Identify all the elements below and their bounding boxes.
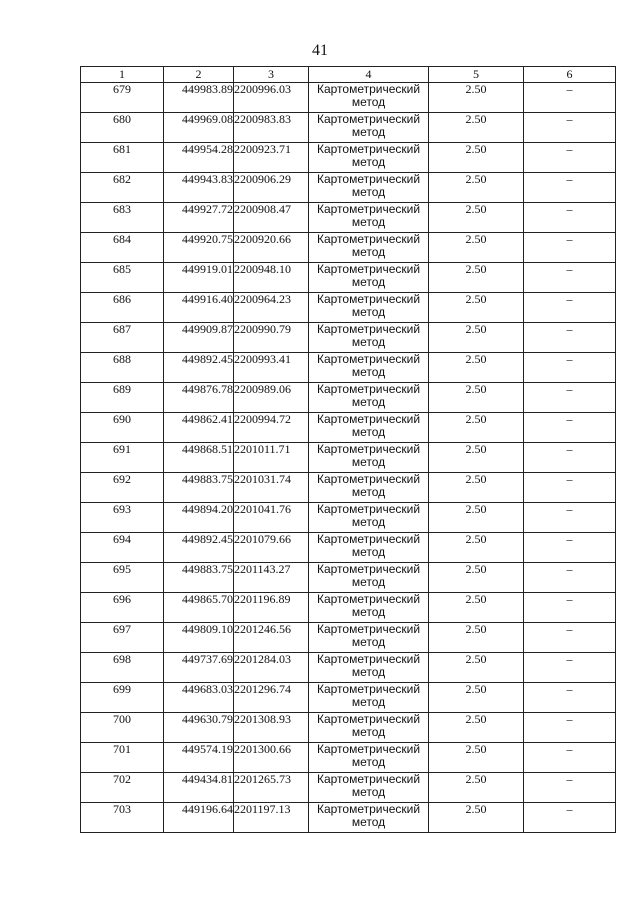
method-cell <box>309 713 429 743</box>
method-cell <box>309 473 429 503</box>
coordinate-y-cell: 2200993.41 <box>234 353 309 383</box>
column-header: 5 <box>429 67 524 83</box>
coordinate-x-cell: 449630.79 <box>164 713 234 743</box>
coordinate-y-cell: 2201197.13 <box>234 803 309 833</box>
page-number: 41 <box>312 42 328 59</box>
point-number-cell: 689 <box>81 383 164 413</box>
method-cell <box>309 323 429 353</box>
method-line-2: метод <box>351 635 386 649</box>
note-cell: – <box>524 173 616 203</box>
coordinate-y-cell: 2201308.93 <box>234 713 309 743</box>
note-cell: – <box>524 83 616 113</box>
note-cell: – <box>524 203 616 233</box>
point-number-cell: 699 <box>81 683 164 713</box>
coordinate-y-cell: 2201296.74 <box>234 683 309 713</box>
method-line-2: метод <box>351 755 386 769</box>
accuracy-cell: 2.50 <box>429 413 524 443</box>
table-row <box>81 503 616 533</box>
coordinate-y-cell: 2200996.03 <box>234 83 309 113</box>
accuracy-cell: 2.50 <box>429 443 524 473</box>
note-cell: – <box>524 533 616 563</box>
note-cell: – <box>524 353 616 383</box>
column-header: 4 <box>309 67 429 83</box>
table-row <box>81 593 616 623</box>
accuracy-cell: 2.50 <box>429 503 524 533</box>
coordinate-x-cell: 449883.75 <box>164 473 234 503</box>
method-line-1: Картометрический <box>316 172 421 186</box>
note-cell: – <box>524 623 616 653</box>
coordinate-x-cell: 449574.19 <box>164 743 234 773</box>
method-line-2: метод <box>351 305 386 319</box>
method-cell <box>309 413 429 443</box>
table-row <box>81 743 616 773</box>
point-number-cell: 693 <box>81 503 164 533</box>
accuracy-cell: 2.50 <box>429 653 524 683</box>
coordinate-y-cell: 2201143.27 <box>234 563 309 593</box>
point-number-cell: 700 <box>81 713 164 743</box>
method-line-1: Картометрический <box>316 532 421 546</box>
method-cell <box>309 593 429 623</box>
method-cell <box>309 743 429 773</box>
method-line-2: метод <box>351 575 386 589</box>
point-number-cell: 682 <box>81 173 164 203</box>
note-cell: – <box>524 713 616 743</box>
method-cell <box>309 683 429 713</box>
coordinate-x-cell: 449927.72 <box>164 203 234 233</box>
method-line-2: метод <box>351 395 386 409</box>
note-cell: – <box>524 233 616 263</box>
coordinate-x-cell: 449894.20 <box>164 503 234 533</box>
point-number-cell: 691 <box>81 443 164 473</box>
note-cell: – <box>524 143 616 173</box>
method-line-1: Картометрический <box>316 472 421 486</box>
method-cell <box>309 443 429 473</box>
accuracy-cell: 2.50 <box>429 83 524 113</box>
note-cell: – <box>524 743 616 773</box>
method-line-2: метод <box>351 95 386 109</box>
method-line-1: Картометрический <box>316 142 421 156</box>
method-line-2: метод <box>351 335 386 349</box>
coordinate-x-cell: 449919.01 <box>164 263 234 293</box>
point-number-cell: 679 <box>81 83 164 113</box>
column-header: 3 <box>234 67 309 83</box>
note-cell: – <box>524 683 616 713</box>
method-cell <box>309 383 429 413</box>
coordinate-x-cell: 449983.89 <box>164 83 234 113</box>
method-line-1: Картометрический <box>316 322 421 336</box>
table-row <box>81 203 616 233</box>
accuracy-cell: 2.50 <box>429 623 524 653</box>
accuracy-cell: 2.50 <box>429 803 524 833</box>
method-line-2: метод <box>351 245 386 259</box>
point-number-cell: 687 <box>81 323 164 353</box>
method-line-2: метод <box>351 485 386 499</box>
accuracy-cell: 2.50 <box>429 143 524 173</box>
method-line-2: метод <box>351 785 386 799</box>
coordinate-x-cell: 449876.78 <box>164 383 234 413</box>
coordinates-table <box>80 66 616 833</box>
note-cell: – <box>524 563 616 593</box>
table-header-row <box>81 67 616 83</box>
coordinate-x-cell: 449883.75 <box>164 563 234 593</box>
coordinate-x-cell: 449892.45 <box>164 353 234 383</box>
method-line-1: Картометрический <box>316 502 421 516</box>
method-line-2: метод <box>351 605 386 619</box>
note-cell: – <box>524 263 616 293</box>
method-cell <box>309 503 429 533</box>
table-row <box>81 173 616 203</box>
point-number-cell: 694 <box>81 533 164 563</box>
point-number-cell: 690 <box>81 413 164 443</box>
table-row <box>81 473 616 503</box>
method-cell <box>309 173 429 203</box>
coordinate-y-cell: 2200983.83 <box>234 113 309 143</box>
method-line-2: метод <box>351 815 386 829</box>
accuracy-cell: 2.50 <box>429 323 524 353</box>
accuracy-cell: 2.50 <box>429 353 524 383</box>
point-number-cell: 680 <box>81 113 164 143</box>
method-cell <box>309 83 429 113</box>
method-line-1: Картометрический <box>316 262 421 276</box>
method-line-2: метод <box>351 365 386 379</box>
table-row <box>81 293 616 323</box>
coordinate-x-cell: 449920.75 <box>164 233 234 263</box>
table-row <box>81 413 616 443</box>
method-cell <box>309 533 429 563</box>
coordinate-x-cell: 449943.83 <box>164 173 234 203</box>
accuracy-cell: 2.50 <box>429 293 524 323</box>
table-row <box>81 443 616 473</box>
method-cell <box>309 293 429 323</box>
coordinate-y-cell: 2201265.73 <box>234 773 309 803</box>
accuracy-cell: 2.50 <box>429 533 524 563</box>
note-cell: – <box>524 323 616 353</box>
column-header: 6 <box>524 67 616 83</box>
accuracy-cell: 2.50 <box>429 743 524 773</box>
note-cell: – <box>524 593 616 623</box>
coordinate-y-cell: 2201041.76 <box>234 503 309 533</box>
method-line-1: Картометрический <box>316 112 421 126</box>
table-row <box>81 353 616 383</box>
coordinate-x-cell: 449865.70 <box>164 593 234 623</box>
column-header: 2 <box>164 67 234 83</box>
point-number-cell: 701 <box>81 743 164 773</box>
method-line-1: Картометрический <box>316 592 421 606</box>
method-line-1: Картометрический <box>316 772 421 786</box>
method-line-2: метод <box>351 275 386 289</box>
note-cell: – <box>524 773 616 803</box>
method-line-2: метод <box>351 455 386 469</box>
point-number-cell: 686 <box>81 293 164 323</box>
method-cell <box>309 233 429 263</box>
method-line-1: Картометрический <box>316 802 421 816</box>
note-cell: – <box>524 803 616 833</box>
method-cell <box>309 113 429 143</box>
coordinate-y-cell: 2201079.66 <box>234 533 309 563</box>
method-cell <box>309 803 429 833</box>
method-line-1: Картометрический <box>316 82 421 96</box>
table-row <box>81 623 616 653</box>
method-cell <box>309 563 429 593</box>
note-cell: – <box>524 293 616 323</box>
coordinate-y-cell: 2200994.72 <box>234 413 309 443</box>
accuracy-cell: 2.50 <box>429 263 524 293</box>
table-row <box>81 263 616 293</box>
coordinate-y-cell: 2200908.47 <box>234 203 309 233</box>
method-cell <box>309 653 429 683</box>
coordinate-x-cell: 449196.64 <box>164 803 234 833</box>
table-row <box>81 563 616 593</box>
coordinate-y-cell: 2200923.71 <box>234 143 309 173</box>
table-row <box>81 323 616 353</box>
coordinate-x-cell: 449954.28 <box>164 143 234 173</box>
table-row <box>81 383 616 413</box>
coordinate-x-cell: 449809.10 <box>164 623 234 653</box>
note-cell: – <box>524 413 616 443</box>
method-line-1: Картометрический <box>316 562 421 576</box>
coordinate-x-cell: 449683.03 <box>164 683 234 713</box>
coordinate-x-cell: 449737.69 <box>164 653 234 683</box>
method-line-1: Картометрический <box>316 742 421 756</box>
note-cell: – <box>524 113 616 143</box>
accuracy-cell: 2.50 <box>429 683 524 713</box>
point-number-cell: 695 <box>81 563 164 593</box>
method-line-2: метод <box>351 665 386 679</box>
table-row <box>81 113 616 143</box>
coordinate-y-cell: 2200906.29 <box>234 173 309 203</box>
accuracy-cell: 2.50 <box>429 233 524 263</box>
coordinate-x-cell: 449969.08 <box>164 113 234 143</box>
coordinate-y-cell: 2200920.66 <box>234 233 309 263</box>
table-row <box>81 533 616 563</box>
method-line-2: метод <box>351 125 386 139</box>
table-row <box>81 233 616 263</box>
method-line-1: Картометрический <box>316 292 421 306</box>
coordinate-x-cell: 449434.81 <box>164 773 234 803</box>
table-row <box>81 143 616 173</box>
note-cell: – <box>524 653 616 683</box>
coordinate-x-cell: 449916.40 <box>164 293 234 323</box>
point-number-cell: 698 <box>81 653 164 683</box>
method-cell <box>309 353 429 383</box>
method-cell <box>309 263 429 293</box>
accuracy-cell: 2.50 <box>429 473 524 503</box>
method-line-2: метод <box>351 425 386 439</box>
coordinate-y-cell: 2201196.89 <box>234 593 309 623</box>
point-number-cell: 681 <box>81 143 164 173</box>
accuracy-cell: 2.50 <box>429 383 524 413</box>
note-cell: – <box>524 383 616 413</box>
table-row <box>81 713 616 743</box>
table-row <box>81 683 616 713</box>
coordinate-y-cell: 2201011.71 <box>234 443 309 473</box>
method-line-2: метод <box>351 515 386 529</box>
table-row <box>81 83 616 113</box>
accuracy-cell: 2.50 <box>429 773 524 803</box>
coordinate-x-cell: 449892.45 <box>164 533 234 563</box>
point-number-cell: 703 <box>81 803 164 833</box>
coordinate-y-cell: 2200948.10 <box>234 263 309 293</box>
method-line-1: Картометрический <box>316 352 421 366</box>
method-cell <box>309 203 429 233</box>
method-line-1: Картометрический <box>316 682 421 696</box>
method-line-2: метод <box>351 545 386 559</box>
method-cell <box>309 143 429 173</box>
coordinate-y-cell: 2201284.03 <box>234 653 309 683</box>
coordinate-y-cell: 2201246.56 <box>234 623 309 653</box>
method-line-2: метод <box>351 155 386 169</box>
method-cell <box>309 623 429 653</box>
note-cell: – <box>524 473 616 503</box>
coordinate-y-cell: 2200990.79 <box>234 323 309 353</box>
coordinate-y-cell: 2200989.06 <box>234 383 309 413</box>
method-line-1: Картометрический <box>316 412 421 426</box>
accuracy-cell: 2.50 <box>429 203 524 233</box>
method-line-1: Картометрический <box>316 622 421 636</box>
point-number-cell: 696 <box>81 593 164 623</box>
coordinate-y-cell: 2200964.23 <box>234 293 309 323</box>
accuracy-cell: 2.50 <box>429 563 524 593</box>
accuracy-cell: 2.50 <box>429 173 524 203</box>
coordinate-x-cell: 449862.41 <box>164 413 234 443</box>
point-number-cell: 684 <box>81 233 164 263</box>
method-line-2: метод <box>351 215 386 229</box>
point-number-cell: 685 <box>81 263 164 293</box>
coordinate-y-cell: 2201300.66 <box>234 743 309 773</box>
method-cell <box>309 773 429 803</box>
method-line-1: Картометрический <box>316 652 421 666</box>
method-line-1: Картометрический <box>316 712 421 726</box>
point-number-cell: 702 <box>81 773 164 803</box>
accuracy-cell: 2.50 <box>429 113 524 143</box>
column-header: 1 <box>81 67 164 83</box>
table-row <box>81 803 616 833</box>
accuracy-cell: 2.50 <box>429 713 524 743</box>
coordinate-y-cell: 2201031.74 <box>234 473 309 503</box>
point-number-cell: 683 <box>81 203 164 233</box>
method-line-2: метод <box>351 185 386 199</box>
note-cell: – <box>524 443 616 473</box>
method-line-2: метод <box>351 695 386 709</box>
table-row <box>81 653 616 683</box>
note-cell: – <box>524 503 616 533</box>
point-number-cell: 692 <box>81 473 164 503</box>
point-number-cell: 697 <box>81 623 164 653</box>
method-line-1: Картометрический <box>316 382 421 396</box>
method-line-1: Картометрический <box>316 202 421 216</box>
point-number-cell: 688 <box>81 353 164 383</box>
accuracy-cell: 2.50 <box>429 593 524 623</box>
method-line-2: метод <box>351 725 386 739</box>
coordinate-x-cell: 449909.87 <box>164 323 234 353</box>
table-row <box>81 773 616 803</box>
method-line-1: Картометрический <box>316 232 421 246</box>
method-line-1: Картометрический <box>316 442 421 456</box>
coordinate-x-cell: 449868.51 <box>164 443 234 473</box>
